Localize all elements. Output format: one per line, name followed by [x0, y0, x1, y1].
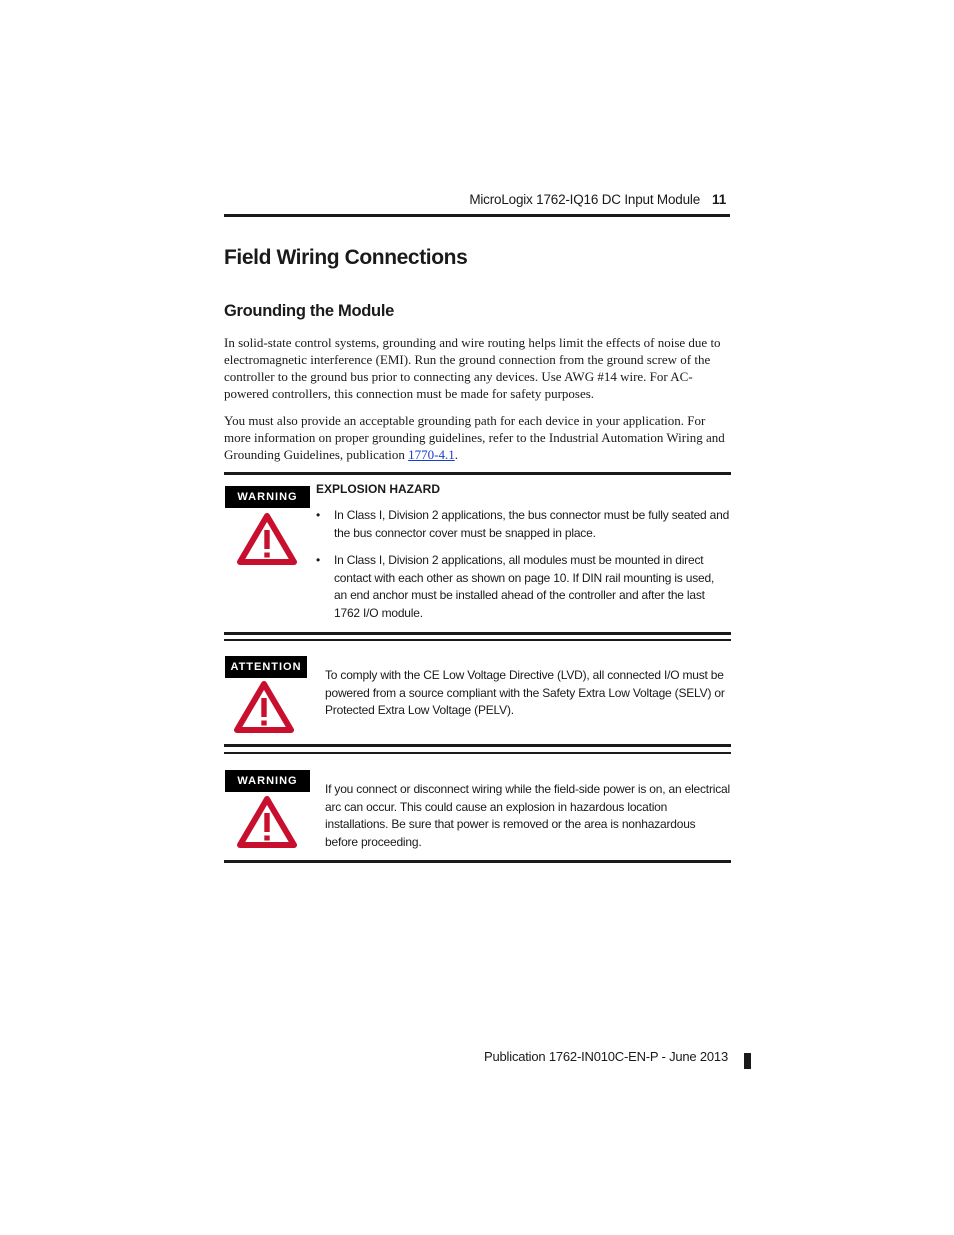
warning-text: If you connect or disconnect wiring while the field-side power is on, an electrical arc can occur. This could cause an explosion in hazardous location installations. Be sure that power is removed or the area is nonhazardous before proceeding. [325, 782, 730, 849]
notice-rule-top [224, 639, 731, 641]
warning-badge: WARNING [225, 770, 310, 792]
notice-rule-bottom [224, 860, 731, 863]
notice-rule-bottom [224, 632, 731, 635]
notice-rule-bottom [224, 744, 731, 747]
bullet-marker: • [316, 508, 321, 522]
header-rule [224, 214, 730, 217]
warning-badge: WARNING [225, 486, 310, 508]
paragraph-grounding: In solid-state control systems, grounding and wire routing helps limit the effects of noise due to electromagnetic interference (EMI). Run the ground connection from the ground screw of the controller to the ground bus prior to connecting any devices. Use AWG #14 wire. For AC-powered controllers, this connection must be made for safety purposes. [224, 335, 721, 401]
attention-badge: ATTENTION [225, 656, 307, 678]
publication-footer: Publication 1762-IN010C-EN-P - June 2013 [484, 1049, 728, 1064]
warning-triangle-icon [237, 796, 297, 848]
list-item [316, 552, 730, 622]
notice-rule-top [224, 752, 731, 754]
warning-triangle-icon [237, 513, 297, 565]
paragraph-end: . [454, 447, 458, 462]
section-title: Field Wiring Connections [224, 246, 468, 269]
notice-rule-top [224, 472, 731, 475]
warning-triangle-icon [234, 681, 294, 733]
publication-link[interactable]: 1770-4.1 [408, 447, 455, 462]
subsection-title: Grounding the Module [224, 302, 394, 320]
bullet-marker: • [316, 553, 321, 567]
page-number: 11 [712, 192, 727, 207]
warning-bullet-list [316, 507, 730, 632]
list-item-text: In Class I, Division 2 applications, the bus connector must be fully seated and the bus connector cover must be snapped in place. [334, 508, 730, 540]
running-header-title: MicroLogix 1762-IQ16 DC Input Module [469, 192, 700, 207]
explosion-hazard-heading: EXPLOSION HAZARD [316, 482, 441, 496]
attention-text: To comply with the CE Low Voltage Directive (LVD), all connected I/O must be powered from a source compliant with the Safety Extra Low Voltage (SELV) or Protected Extra Low Voltage (PELV). [325, 668, 725, 717]
paragraph-grounding-path [224, 412, 730, 463]
list-item [316, 507, 730, 542]
list-item-text: In Class I, Division 2 applications, all modules must be mounted in direct contact with each other as shown on page 10. If DIN rail mounting is used, an end anchor must be installed ahead of the controller and after the last 1762 I/O module. [334, 553, 715, 620]
footer-marker [744, 1053, 751, 1069]
paragraph-text: You must also provide an acceptable grounding path for each device in your application. For more information on proper grounding guidelines, refer to the Industrial Automation Wiring and Grounding Guidelines, publication [224, 413, 725, 462]
